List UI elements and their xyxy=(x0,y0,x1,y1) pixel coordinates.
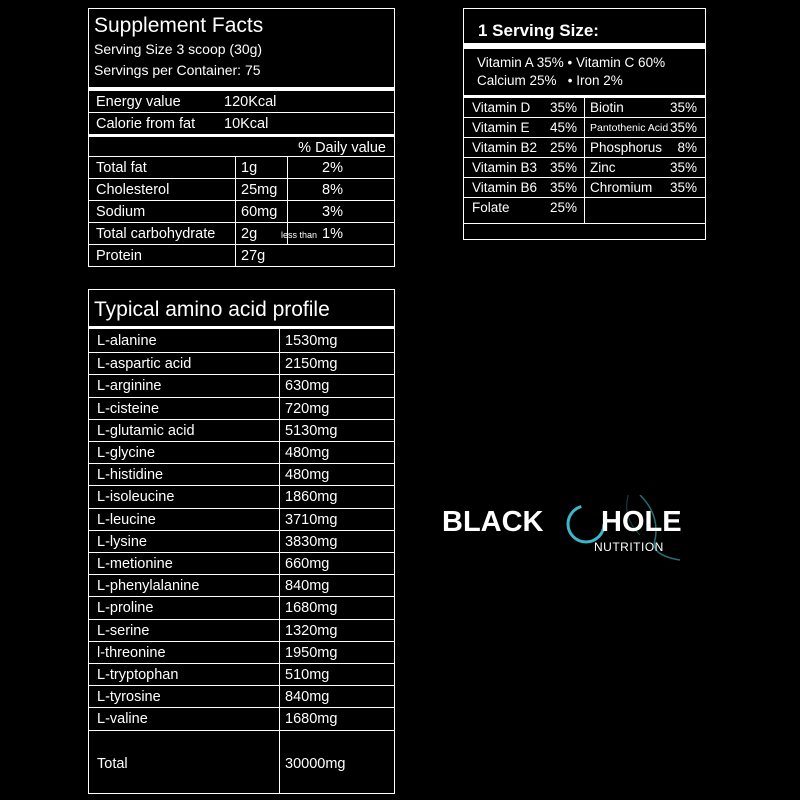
nutrient-note: less than xyxy=(281,230,318,240)
amino-value: 1530mg xyxy=(285,333,338,349)
vitamin-title: 1 Serving Size: xyxy=(478,21,599,40)
amino-row xyxy=(89,508,394,531)
amino-row xyxy=(89,530,394,553)
amino-row xyxy=(89,552,394,575)
servings-per-container: Servings per Container: 75 xyxy=(94,62,261,78)
amino-value: 3710mg xyxy=(285,511,338,528)
amino-name: L-glutamic acid xyxy=(97,422,195,439)
nutrient-amount: 25mg xyxy=(241,182,278,198)
vitamin-name: Vitamin B3 xyxy=(472,160,538,175)
vitamin-name: Vitamin B2 xyxy=(472,140,538,155)
amino-row xyxy=(89,485,394,508)
energy-value: 120Kcal xyxy=(224,94,277,110)
vitamin-name: Phosphorus xyxy=(590,140,663,155)
divider xyxy=(464,223,705,224)
vitamin-name: Chromium xyxy=(590,180,653,195)
nutrient-name: Sodium xyxy=(96,204,146,220)
amino-name: L-arginine xyxy=(97,378,162,395)
logo-word-hole: HOLE xyxy=(601,506,682,538)
amino-name: L-lysine xyxy=(97,533,147,550)
calorie-fat-value: 10Kcal xyxy=(224,116,269,132)
brand-logo xyxy=(440,495,700,565)
amino-value: 1680mg xyxy=(285,600,338,617)
amino-value: 1950mg xyxy=(285,644,338,661)
amino-total-value: 30000mg xyxy=(285,756,346,772)
vitamin-summary-2: Calcium 25% • Iron 2% xyxy=(477,73,623,88)
nutrient-name: Cholesterol xyxy=(96,182,170,198)
amino-name: L-phenylalanine xyxy=(97,578,200,595)
amino-row xyxy=(89,663,394,686)
divider xyxy=(287,156,288,244)
amino-name: L-leucine xyxy=(97,511,156,528)
amino-value: 630mg xyxy=(285,378,330,395)
vitamin-pct: 25% xyxy=(550,140,578,155)
energy-row xyxy=(89,90,394,113)
logo-word-black: BLACK xyxy=(442,506,544,538)
amino-row xyxy=(89,619,394,642)
amino-row xyxy=(89,574,394,597)
supplement-row xyxy=(89,244,394,267)
amino-name: L-histidine xyxy=(97,467,164,484)
vitamin-pct: 45% xyxy=(550,120,578,135)
supplement-row xyxy=(89,222,394,245)
amino-name: L-isoleucine xyxy=(97,489,175,506)
amino-name: l-threonine xyxy=(97,644,166,661)
nutrient-amount: 60mg xyxy=(241,204,278,220)
amino-title: Typical amino acid profile xyxy=(94,298,330,321)
amino-value: 3830mg xyxy=(285,533,338,550)
vitamin-name: Pantothenic Acid xyxy=(590,122,669,134)
amino-value: 1860mg xyxy=(285,489,338,506)
vitamin-name: Biotin xyxy=(590,100,624,115)
amino-row xyxy=(89,641,394,664)
vitamin-pct: 35% xyxy=(669,180,697,195)
divider xyxy=(584,97,585,223)
amino-value: 1680mg xyxy=(285,711,338,728)
logo-subtitle: NUTRITION xyxy=(594,540,664,554)
amino-name: L-glycine xyxy=(97,445,156,461)
vitamin-pct: 8% xyxy=(677,140,697,155)
amino-row xyxy=(89,419,394,442)
vitamin-pct: 25% xyxy=(550,200,578,215)
vitamin-name: Vitamin B6 xyxy=(472,180,538,195)
nutrient-name: Protein xyxy=(96,248,142,264)
amino-name: L-alanine xyxy=(97,333,157,349)
vitamin-name: Vitamin D xyxy=(472,100,531,115)
nutrient-name: Total fat xyxy=(96,160,147,176)
amino-row xyxy=(89,596,394,619)
supplement-title: Supplement Facts xyxy=(94,14,264,37)
amino-value: 840mg xyxy=(285,689,330,706)
divider xyxy=(235,156,236,266)
amino-acid-panel xyxy=(88,289,395,794)
nutrient-pct: 8% xyxy=(322,182,343,198)
nutrient-pct: 2% xyxy=(322,160,343,176)
amino-value: 2150mg xyxy=(285,356,338,373)
supplement-row xyxy=(89,178,394,201)
divider xyxy=(279,327,280,793)
vitamin-name: Zinc xyxy=(590,160,616,175)
amino-value: 720mg xyxy=(285,400,330,417)
energy-label: Energy value xyxy=(96,94,181,110)
amino-value: 660mg xyxy=(285,556,330,572)
supplement-row xyxy=(89,200,394,223)
amino-row xyxy=(89,397,394,420)
calorie-fat-label: Calorie from fat xyxy=(96,116,196,132)
amino-total-label: Total xyxy=(97,756,128,772)
vitamin-pct: 35% xyxy=(669,120,697,135)
amino-value: 5130mg xyxy=(285,422,338,439)
serving-size: Serving Size 3 scoop (30g) xyxy=(94,41,263,57)
nutrient-name: Total carbohydrate xyxy=(96,226,216,242)
vitamin-pct: 35% xyxy=(550,100,578,115)
nutrient-amount: 2g xyxy=(241,226,258,242)
vitamin-panel xyxy=(463,8,706,240)
amino-name: L-tryptophan xyxy=(97,667,179,683)
amino-value: 510mg xyxy=(285,667,330,683)
amino-value: 840mg xyxy=(285,578,330,595)
vitamin-pct: 35% xyxy=(669,100,697,115)
vitamin-name: Vitamin E xyxy=(472,120,530,135)
vitamin-pct: 35% xyxy=(550,160,578,175)
amino-row xyxy=(89,685,394,708)
daily-value-header: % Daily value xyxy=(298,140,386,156)
supplement-facts-panel xyxy=(88,8,395,267)
amino-name: L-serine xyxy=(97,622,150,639)
divider xyxy=(464,43,705,49)
vitamin-name: Folate xyxy=(472,200,510,215)
amino-row xyxy=(89,374,394,397)
amino-name: L-cisteine xyxy=(97,400,160,417)
vitamin-pct: 35% xyxy=(550,180,578,195)
divider xyxy=(89,730,394,731)
nutrient-pct: 3% xyxy=(322,204,343,220)
amino-name: L-proline xyxy=(97,600,154,617)
amino-name: L-metionine xyxy=(97,556,173,572)
amino-value: 1320mg xyxy=(285,622,338,639)
amino-row xyxy=(89,707,394,730)
vitamin-summary-1: Vitamin A 35% • Vitamin C 60% xyxy=(477,55,666,70)
amino-value: 480mg xyxy=(285,467,330,484)
amino-value: 480mg xyxy=(285,445,330,461)
nutrient-pct: 1% xyxy=(322,226,343,242)
vitamin-pct: 35% xyxy=(669,160,697,175)
amino-name: L-aspartic acid xyxy=(97,356,192,373)
amino-row xyxy=(89,352,394,375)
amino-name: L-tyrosine xyxy=(97,689,161,706)
divider xyxy=(89,326,394,329)
supplement-row xyxy=(89,156,394,179)
amino-row xyxy=(89,330,394,352)
amino-row xyxy=(89,463,394,486)
calorie-fat-row xyxy=(89,112,394,135)
nutrient-amount: 27g xyxy=(241,248,266,264)
amino-row xyxy=(89,441,394,464)
nutrient-amount: 1g xyxy=(241,160,258,176)
amino-name: L-valine xyxy=(97,711,148,728)
